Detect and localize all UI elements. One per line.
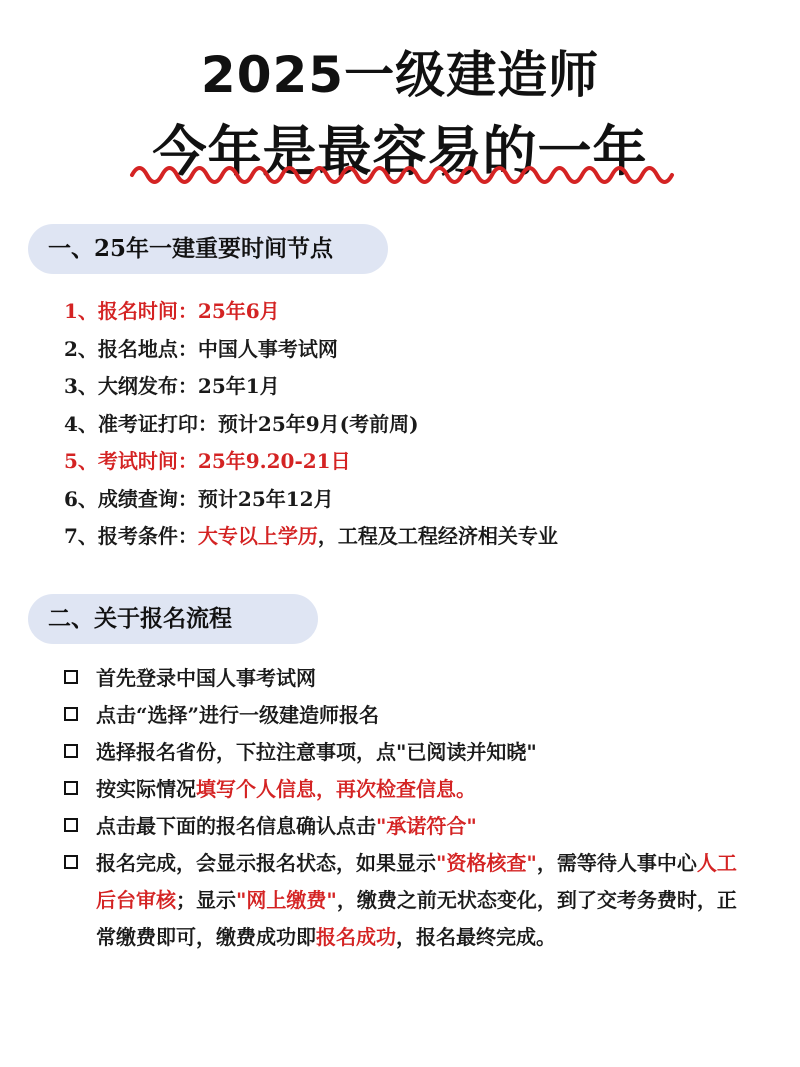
title-line-1: 2025一级建造师 <box>200 46 600 104</box>
timeline-item-registration-time: 1、报名时间：25年6月 <box>64 299 280 323</box>
checkbox-icon <box>64 818 78 832</box>
process-step-3: 选择报名省份，下拉注意事项，点"已阅读并知晓" <box>64 734 754 771</box>
process-step-1: 首先登录中国人事考试网 <box>64 660 754 697</box>
process-step-5: 点击最下面的报名信息确认点击"承诺符合" <box>64 808 754 845</box>
process-step-4: 按实际情况填写个人信息，再次检查信息。 <box>64 771 754 808</box>
process-step-6: 报名完成，会显示报名状态，如果显示"资格核查"，需等待人事中心人工后台审核；显示"网上缴费"，缴费之前无状态变化，到了交考务费时，正常缴费即可，缴费成功即报名成功，报名最终完成。 <box>64 845 744 956</box>
process-step-2: 点击“选择”进行一级建造师报名 <box>64 697 754 734</box>
timeline-item-score-query: 6、成绩查询：预计25年12月 <box>64 487 334 511</box>
timeline-item-exam-time: 5、考试时间：25年9.20-21日 <box>64 449 351 473</box>
checkbox-icon <box>64 781 78 795</box>
timeline-item-syllabus-release: 3、大纲发布：25年1月 <box>64 374 280 398</box>
checkbox-icon <box>64 670 78 684</box>
timeline-item-admission-ticket: 4、准考证打印：预计25年9月(考前周) <box>64 412 419 436</box>
checkbox-icon <box>64 707 78 721</box>
section-heading-registration-process: 二、关于报名流程 <box>28 594 318 644</box>
timeline-item-registration-site: 2、报名地点：中国人事考试网 <box>64 337 338 361</box>
section-heading-timeline: 一、25年一建重要时间节点 <box>28 224 388 274</box>
checkbox-icon <box>64 855 78 869</box>
timeline-item-eligibility: 7、报考条件：大专以上学历，工程及工程经济相关专业 <box>64 524 558 548</box>
title-line-2: 今年是最容易的一年 <box>152 120 648 183</box>
checkbox-icon <box>64 744 78 758</box>
red-wavy-underline <box>128 162 678 188</box>
